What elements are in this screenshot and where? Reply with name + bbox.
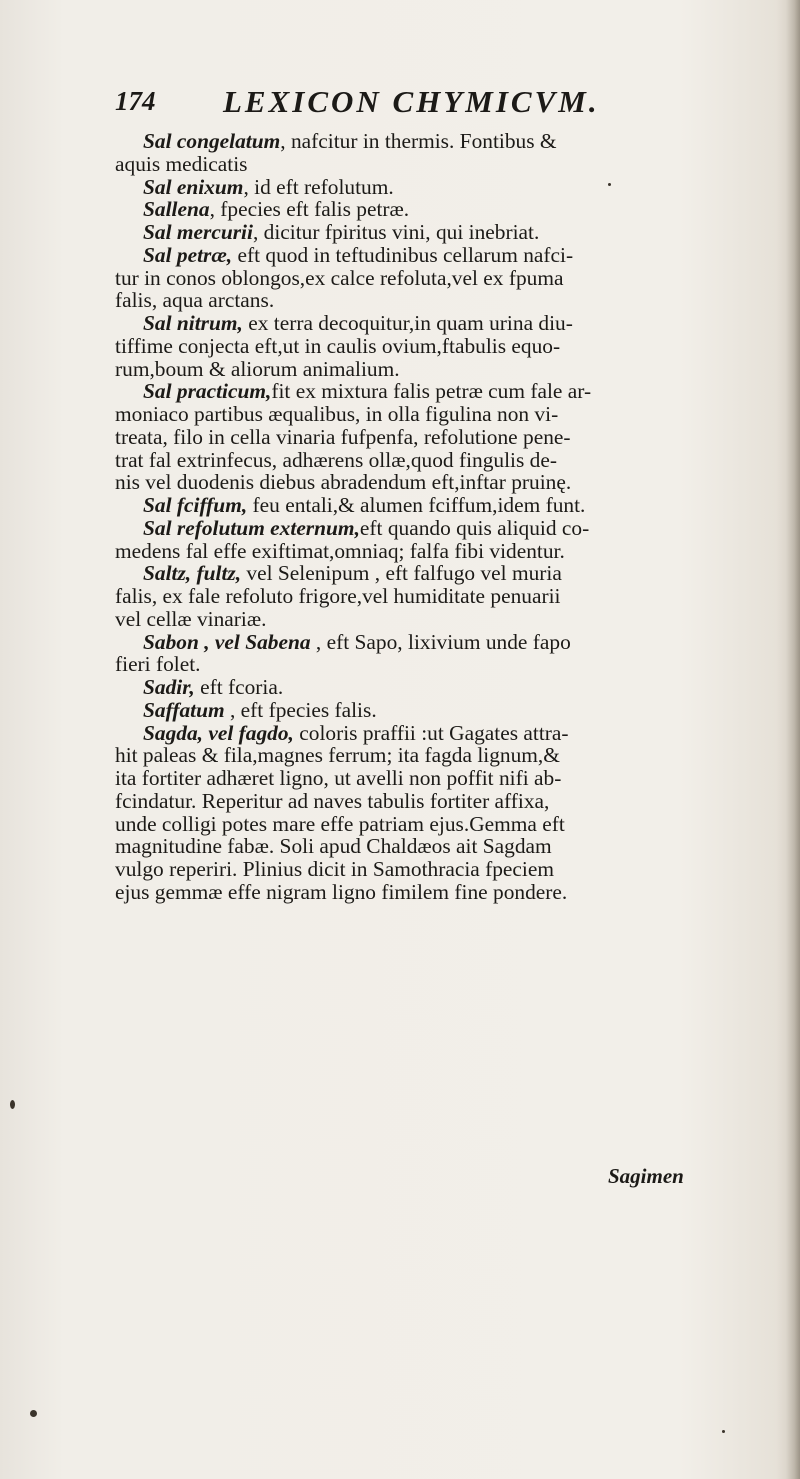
text-line (115, 426, 765, 449)
text-line (115, 267, 765, 290)
text-line (115, 722, 765, 745)
text-line (115, 653, 765, 676)
entry-text: , fpecies eft falis petræ. (209, 197, 410, 222)
entry-text: , eft fpecies falis. (224, 697, 377, 722)
entry-text: coloris praffii :ut Gagates attra- (293, 720, 569, 745)
entry-term: Sabon , vel Sabena (143, 629, 311, 654)
text-line (115, 471, 765, 494)
entry-term: Sal petræ, (143, 242, 233, 267)
entry-text: medens fal effe exiftimat,omniaq; falfa fibi videntur. (115, 538, 565, 563)
text-line (115, 176, 765, 199)
entry-text: vel cellæ vinariæ. (115, 606, 267, 631)
entry-term: Sal refolutum externum, (143, 515, 360, 540)
entry-text: tiffime conjecta eft,ut in caulis ovium,ftabulis equo- (115, 333, 561, 358)
text-line (115, 608, 765, 631)
text-line (115, 494, 765, 517)
entry-text: hit paleas & fila,magnes ferrum; ita fagda lignum,& (115, 743, 560, 768)
entry-text: eft quod in teftudinibus cellarum nafci- (232, 242, 574, 267)
text-line (115, 335, 765, 358)
text-line (115, 676, 765, 699)
entry-text: , nafcitur in thermis. Fontibus & (280, 129, 557, 153)
text-line (115, 449, 765, 472)
text-line (115, 289, 765, 312)
text-line (115, 631, 765, 654)
entry-text: nis vel duodenis diebus abradendum eft,inftar pruinę. (115, 470, 572, 495)
catchword: Sagimen (608, 1164, 684, 1188)
entry-text: fieri folet. (115, 652, 201, 677)
text-line (115, 562, 765, 585)
dictionary-text (115, 130, 765, 904)
text-line (115, 540, 765, 563)
entry-text: ita fortiter adhæret ligno, ut avelli non poffit nifi ab- (115, 766, 562, 790)
text-line (115, 517, 765, 540)
entry-text: eft quando quis aliquid co- (359, 515, 590, 540)
page-number: 174 (115, 86, 156, 116)
entry-text: treata, filo in cella vinaria fufpenfa, refolutione pene- (115, 424, 571, 449)
entry-term: Saffatum (143, 697, 225, 722)
entry-text: vulgo reperiri. Plinius dicit in Samothracia fpeciem (115, 857, 554, 881)
entry-text: vel Selenipum , eft falfugo vel muria (241, 561, 562, 586)
text-line (115, 813, 765, 836)
entry-text: falis, ex fale refoluto frigore,vel humiditate penuarii (115, 584, 561, 608)
entry-term: Sal practicum, (143, 379, 272, 404)
entry-text: rum,boum & aliorum animalium. (115, 356, 400, 381)
text-line (115, 153, 765, 176)
text-line (115, 130, 765, 153)
text-line (115, 585, 765, 608)
text-line (115, 358, 765, 381)
entry-text: magnitudine fabæ. Soli apud Chaldæos ait Sagdam (115, 834, 552, 859)
page-edge-shadow (786, 0, 800, 1479)
entry-text: trat fal extrinfecus, adhærens ollæ,quod fingulis de- (115, 447, 557, 472)
text-line (115, 403, 765, 426)
entry-text: , dicitur fpiritus vini, qui inebriat. (252, 220, 540, 244)
entry-text: unde colligi potes mare effe patriam ejus.Gemma eft (115, 811, 565, 836)
ink-speck (10, 1100, 15, 1109)
entry-text: feu entali,& alumen fciffum,idem funt. (247, 493, 586, 517)
text-line (115, 858, 765, 881)
entry-term: Sadir, (143, 675, 195, 699)
entry-term: Sal mercurii (143, 220, 253, 244)
text-line (115, 881, 765, 904)
entry-term: Sal fciffum, (143, 493, 248, 517)
entry-term: Sallena (143, 197, 210, 222)
text-line (115, 835, 765, 858)
text-line (115, 767, 765, 790)
entry-term: Sal congelatum (143, 129, 281, 153)
text-line (115, 244, 765, 267)
entry-text: , eft Sapo, lixivium unde fapo (310, 629, 571, 654)
text-line (115, 744, 765, 767)
running-title: LEXICON CHYMICVM. (223, 84, 600, 119)
entry-term: Saltz, fultz, (143, 561, 242, 586)
text-line (115, 380, 765, 403)
entry-text: aquis medicatis (115, 151, 248, 176)
text-line (115, 312, 765, 335)
entry-text: fcindatur. Reperitur ad naves tabulis fortiter affixa, (115, 788, 550, 813)
text-line (115, 221, 765, 244)
entry-term: Sagda, vel fagdo, (143, 720, 294, 745)
text-line (115, 790, 765, 813)
entry-term: Sal enixum (143, 174, 244, 199)
ink-speck (608, 183, 611, 186)
page-header (115, 86, 695, 126)
entry-text: eft fcoria. (194, 675, 284, 699)
entry-text: falis, aqua arctans. (115, 288, 275, 313)
entry-text: , id eft refolutum. (243, 174, 394, 199)
text-line (115, 699, 765, 722)
ink-speck (722, 1430, 725, 1433)
entry-term: Sal nitrum, (143, 311, 243, 335)
entry-text: ejus gemmæ effe nigram ligno fimilem fine pondere. (115, 879, 568, 904)
text-line (115, 198, 765, 221)
entry-text: fit ex mixtura falis petræ cum fale ar- (271, 379, 592, 404)
entry-text: ex terra decoquitur,in quam urina diu- (242, 311, 573, 335)
entry-text: moniaco partibus æqualibus, in olla figulina non vi- (115, 402, 559, 426)
ink-speck (30, 1410, 37, 1417)
entry-text: tur in conos oblongos,ex calce refoluta,vel ex fpuma (115, 265, 564, 290)
